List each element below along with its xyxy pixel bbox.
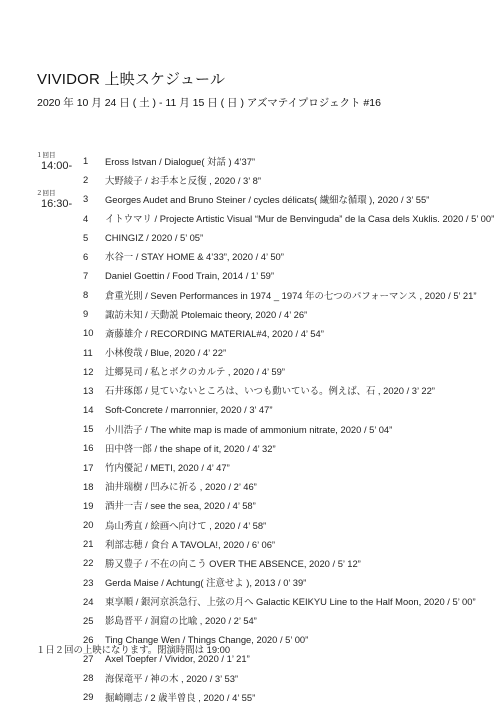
film-number: 7 <box>83 270 89 282</box>
film-entry: Soft-Concrete / marronnier, 2020 / 3’ 47” <box>105 404 273 416</box>
film-list-item <box>83 189 494 208</box>
film-entry: 烏山秀直 / 絵画へ向けて , 2020 / 4’ 58” <box>105 519 267 531</box>
film-entry: 小林俊哉 / Blue, 2020 / 4’ 22” <box>105 347 227 359</box>
film-entry: 東享順 / 銀河京浜急行、上弦の月へ Galactic KEIKYU Line to the Half Moon, 2020 / 5’ 00” <box>105 596 476 608</box>
film-entry: 石井琢郎 / 見ていないところは、いつも動いている。例えば、石 , 2020 / 3’ 22” <box>105 385 435 397</box>
film-list-item <box>83 553 494 572</box>
film-entry: 小川浩子 / The white map is made of ammonium nitrate, 2020 / 5’ 04” <box>105 423 393 435</box>
film-entry: 水谷一 / STAY HOME & 4’33”, 2020 / 4’ 50” <box>105 251 284 263</box>
film-number: 20 <box>83 519 94 531</box>
film-number: 3 <box>83 193 89 205</box>
film-entry: 油井瑞樹 / 凹みに祈る , 2020 / 2’ 46” <box>105 481 257 493</box>
film-number: 6 <box>83 250 89 262</box>
film-entry: 辻郷晃司 / 私とボクのカルテ , 2020 / 4’ 59” <box>105 366 285 378</box>
film-entry: 倉重光則 / Seven Performances in 1974 _ 1974 年の七つのパフォーマンス , 2020 / 5’ 21” <box>105 289 477 301</box>
film-list-item <box>83 266 494 285</box>
film-entry: Eross Istvan / Dialogue( 対話 ) 4’37” <box>105 155 256 167</box>
session-time: 16:30- <box>41 198 73 210</box>
film-entry: 利部志穂 / 食台 A TAVOLA!, 2020 / 6’ 06” <box>105 538 276 550</box>
film-number: 25 <box>83 614 94 626</box>
film-list-item <box>83 496 494 515</box>
film-number: 15 <box>83 423 94 435</box>
film-number: 22 <box>83 557 94 569</box>
film-number: 23 <box>83 576 94 588</box>
film-number: 1 <box>83 155 89 167</box>
film-entry: Gerda Maise / Achtung( 注意せよ ), 2013 / 0’ 39” <box>105 577 307 589</box>
film-list <box>83 151 494 707</box>
film-number: 5 <box>83 231 89 243</box>
film-list-item <box>83 228 494 247</box>
film-number: 11 <box>83 346 93 358</box>
film-number: 13 <box>83 384 94 396</box>
film-entry: 大野綾子 / お手本と反復 , 2020 / 3’ 8” <box>105 174 261 186</box>
film-number: 24 <box>83 595 94 607</box>
film-list-item <box>83 515 494 534</box>
film-list-item <box>83 477 494 496</box>
film-list-item <box>83 611 494 630</box>
film-number: 28 <box>83 672 94 684</box>
film-list-item <box>83 343 494 362</box>
film-number: 4 <box>83 212 89 224</box>
film-list-item <box>83 247 494 266</box>
film-list-item <box>83 668 494 687</box>
film-entry: 影島晋平 / 洞窟の比喩 , 2020 / 2’ 54” <box>105 615 257 627</box>
film-number: 18 <box>83 480 94 492</box>
film-list-item <box>83 323 494 342</box>
film-list-item <box>83 592 494 611</box>
film-entry: 諏訪未知 / 天動説 Ptolemaic theory, 2020 / 4’ 26” <box>105 308 308 320</box>
film-number: 16 <box>83 442 94 454</box>
film-number: 12 <box>83 365 94 377</box>
film-list-item <box>83 572 494 591</box>
film-list-item <box>83 419 494 438</box>
film-entry: Daniel Goettin / Food Train, 2014 / 1’ 59” <box>105 270 275 282</box>
film-number: 14 <box>83 404 94 416</box>
film-entry: 斎藤雄介 / RECORDING MATERIAL#4, 2020 / 4’ 54” <box>105 327 324 339</box>
film-number: 26 <box>83 633 94 645</box>
film-list-item <box>83 362 494 381</box>
film-list-item <box>83 534 494 553</box>
film-entry: イトウマリ / Projecte Artistic Visual “Mur de Benvinguda” de la Casa dels Xuklis. 2020 / 5’ 00” <box>105 213 495 225</box>
film-list-item <box>83 381 494 400</box>
film-number: 17 <box>83 461 94 473</box>
film-list-item <box>83 208 494 227</box>
film-entry: Georges Audet and Bruno Steiner / cycles délicats( 繊細な循環 ), 2020 / 3’ 55” <box>105 193 430 205</box>
film-number: 19 <box>83 499 94 511</box>
film-entry: 酒井一吉 / see the sea, 2020 / 4’ 58” <box>105 500 256 512</box>
session-label: １回目 <box>36 152 56 159</box>
film-entry: Ting Change Wen / Things Change, 2020 / 5’ 00” <box>105 633 309 645</box>
film-entry: 竹内優記 / METI, 2020 / 4’ 47” <box>105 462 230 474</box>
film-list-item <box>83 438 494 457</box>
session-first <box>36 152 72 173</box>
film-list-item <box>83 151 494 170</box>
session-second <box>36 190 72 211</box>
film-number: 29 <box>83 691 94 703</box>
schedule-subtitle: 2020 年 10 月 24 日 ( 土 ) - 11 月 15 日 ( 日 ) アズマテイプロジェクト #16 <box>37 97 381 109</box>
film-entry: Axel Toepfer / Vividor, 2020 / 1’ 21” <box>105 653 250 665</box>
film-number: 8 <box>83 289 89 301</box>
film-entry: 海保竜平 / 神の木 , 2020 / 3’ 53” <box>105 672 239 684</box>
film-entry: 掘崎剛志 / 2 歳半曾良 , 2020 / 4’ 55” <box>105 691 256 703</box>
session-time: 14:00- <box>41 160 73 172</box>
footer-note: １日２回の上映になります。閉演時間は 19:00 <box>36 644 231 655</box>
film-number: 9 <box>83 308 89 320</box>
film-number: 27 <box>83 653 94 665</box>
film-entry: 田中啓一郎 / the shape of it, 2020 / 4’ 32” <box>105 442 276 454</box>
page-title: VIVIDOR 上映スケジュール <box>37 71 226 88</box>
film-list-item <box>83 285 494 304</box>
film-entry: 勝又豊子 / 不在の向こう OVER THE ABSENCE, 2020 / 5’ 12” <box>105 557 361 569</box>
film-list-item <box>83 687 494 706</box>
film-list-item <box>83 400 494 419</box>
film-entry: CHINGIZ / 2020 / 5’ 05” <box>105 231 204 243</box>
film-list-item <box>83 170 494 189</box>
film-number: 10 <box>83 327 94 339</box>
film-number: 2 <box>83 174 89 186</box>
film-list-item <box>83 458 494 477</box>
film-number: 21 <box>83 538 94 550</box>
film-list-item <box>83 304 494 323</box>
session-label: ２回目 <box>36 190 56 197</box>
